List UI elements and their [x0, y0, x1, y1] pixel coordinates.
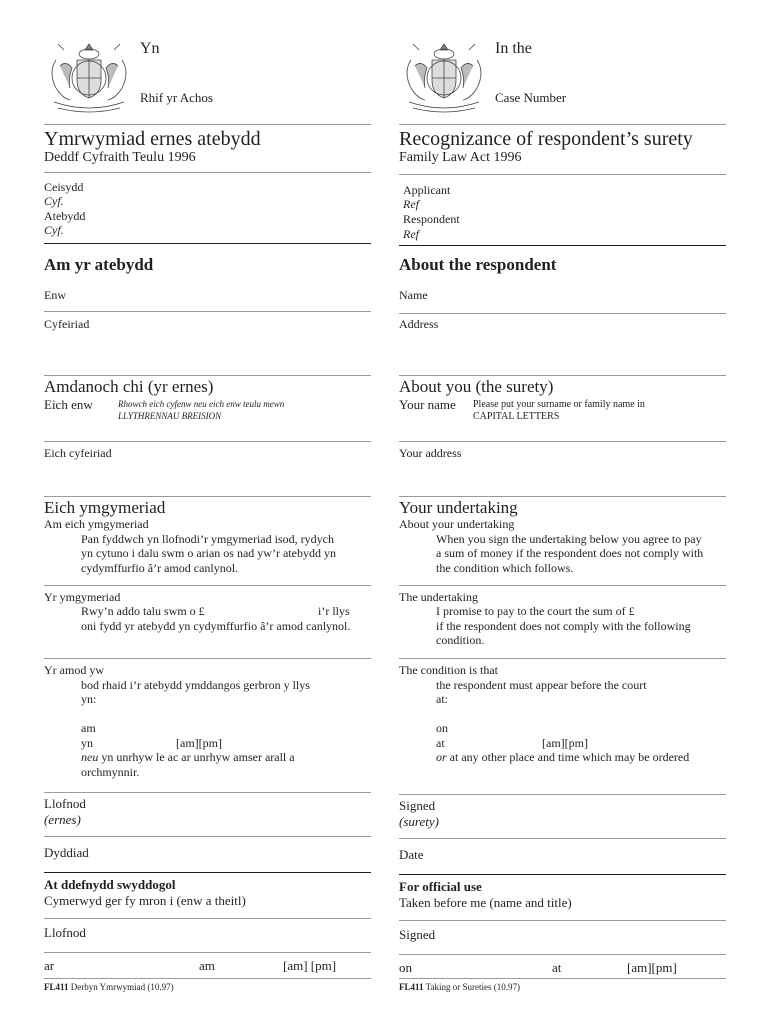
undertaking-text-en: When you sign the undertaking below you agree to pay [436, 532, 702, 546]
divider [44, 585, 371, 586]
official-at-en: at [552, 960, 562, 975]
case-number-label-en: Case Number [495, 90, 567, 105]
surety-name-hint-en: CAPITAL LETTERS [473, 411, 560, 422]
undertaking-about-en: About your undertaking [399, 517, 515, 531]
royal-coat-of-arms-icon [399, 40, 489, 116]
condition-or-text-cy: orchmynnir. [81, 765, 140, 779]
condition-text-cy: yn: [81, 692, 97, 706]
surety-name-hint-cy: LLYTHRENNAU BREISION [118, 411, 222, 421]
divider [399, 794, 726, 795]
condition-text-en: at: [436, 692, 448, 706]
condition-on-en: on [436, 721, 448, 735]
divider [399, 920, 726, 921]
divider [44, 918, 371, 919]
divider [399, 174, 726, 175]
official-on-en: on [399, 960, 412, 975]
divider [44, 441, 371, 442]
the-undertaking-text-cy: Rwy’n addo talu swm o £ [81, 604, 205, 618]
applicant-label-en: Applicant [403, 183, 451, 197]
condition-ampm-cy: [am][pm] [176, 736, 222, 750]
form-title-en: Recognizance of respondent’s surety [399, 128, 693, 150]
surety-role-cy: (ernes) [44, 812, 81, 827]
divider [399, 441, 726, 442]
respondent-address-label-cy: Cyfeiriad [44, 317, 90, 331]
undertaking-heading-cy: Eich ymgymeriad [44, 498, 166, 517]
respondent-name-label-cy: Enw [44, 288, 66, 302]
respondent-label-en: Respondent [403, 212, 460, 226]
court-label-cy: Yn [140, 40, 160, 57]
respondent-address-label-en: Address [399, 317, 439, 331]
condition-label-en: The condition is that [399, 663, 498, 677]
divider [44, 124, 371, 125]
undertaking-heading-en: Your undertaking [399, 498, 518, 517]
case-number-label-cy: Rhif yr Achos [140, 90, 213, 105]
the-undertaking-label-en: The undertaking [399, 590, 478, 604]
undertaking-text-cy: Pan fyddwch yn llofnodi’r ymgymeriad isod, rydych [81, 532, 334, 546]
respondent-heading-cy: Am yr atebydd [44, 255, 154, 274]
taken-before-en: Taken before me (name and title) [399, 895, 572, 910]
divider [44, 792, 371, 793]
condition-or-cy: neu [81, 750, 99, 764]
divider [399, 245, 726, 246]
the-undertaking-label-cy: Yr ymgymeriad [44, 590, 121, 604]
official-signed-cy: Llofnod [44, 925, 86, 940]
divider [44, 243, 371, 244]
divider [399, 838, 726, 839]
surety-name-hint-cy: Rhowch eich cyfenw neu eich enw teulu mewn [118, 399, 285, 409]
taken-before-cy: Cymerwyd ger fy mron i (enw a theitl) [44, 893, 246, 908]
divider [399, 375, 726, 376]
the-undertaking-text-cy: i’r llys [318, 604, 350, 618]
form-name-cy: Derbyn Ymrwymiad (10.97) [70, 982, 174, 992]
surety-address-label-cy: Eich cyfeiriad [44, 446, 112, 460]
divider [44, 658, 371, 659]
signed-label-cy: Llofnod [44, 796, 86, 811]
divider [44, 311, 371, 312]
surety-heading-en: About you (the surety) [399, 377, 554, 396]
condition-on-cy: am [81, 721, 96, 735]
divider [44, 978, 371, 979]
the-undertaking-text-cy: oni fydd yr atebydd yn cydymffurfio â’r amod canlynol. [81, 619, 351, 633]
act-cy: Deddf Cyfraith Teulu 1996 [44, 150, 196, 165]
divider [399, 978, 726, 979]
divider [399, 874, 726, 875]
condition-or-text-en: at any other place and time which may be ordered [449, 750, 690, 764]
ref-label-en: Ref [403, 227, 419, 241]
divider [399, 124, 726, 125]
undertaking-about-cy: Am eich ymgymeriad [44, 517, 149, 531]
surety-heading-cy: Amdanoch chi (yr ernes) [44, 377, 214, 396]
condition-at-cy: yn [81, 736, 93, 750]
royal-coat-of-arms-icon [44, 40, 134, 116]
condition-or-en: or [436, 750, 447, 764]
condition-ampm-en: [am][pm] [542, 736, 588, 750]
form-code-en: FL411 [399, 982, 424, 992]
divider [44, 952, 371, 953]
divider [44, 836, 371, 837]
form-code-cy: FL411 [44, 982, 69, 992]
official-heading-en: For official use [399, 879, 482, 894]
divider [399, 585, 726, 586]
divider [44, 172, 371, 173]
official-ampm-cy: [am] [pm] [283, 958, 337, 973]
respondent-label-cy: Atebydd [44, 209, 86, 223]
ref-label-cy: Cyf. [44, 223, 64, 237]
ref-label-cy: Cyf. [44, 194, 64, 208]
official-signed-en: Signed [399, 927, 436, 942]
signed-label-en: Signed [399, 798, 436, 813]
condition-text-cy: bod rhaid i’r atebydd ymddangos gerbron y llys [81, 678, 310, 692]
date-label-en: Date [399, 847, 424, 862]
divider [399, 658, 726, 659]
divider [399, 954, 726, 955]
divider [44, 496, 371, 497]
condition-label-cy: Yr amod yw [44, 663, 104, 677]
condition-or-text-cy: yn unrhyw le ac ar unrhyw amser arall a [101, 750, 295, 764]
date-label-cy: Dyddiad [44, 845, 89, 860]
undertaking-text-cy: cydymffurfio â’r amod canlynol. [81, 561, 239, 575]
ref-label-en: Ref [403, 197, 419, 211]
surety-address-label-en: Your address [399, 446, 462, 460]
surety-name-hint-en: Please put your surname or family name in [473, 399, 645, 410]
official-on-cy: ar [44, 958, 55, 973]
undertaking-text-en: a sum of money if the respondent does not comply with [436, 546, 704, 560]
court-label-en: In the [495, 40, 532, 57]
the-undertaking-text-en: condition. [436, 633, 485, 647]
official-ampm-en: [am][pm] [627, 960, 677, 975]
applicant-label-cy: Ceisydd [44, 180, 84, 194]
surety-name-label-en: Your name [399, 397, 456, 412]
condition-text-en: the respondent must appear before the court [436, 678, 647, 692]
condition-at-en: at [436, 736, 445, 750]
surety-name-label-cy: Eich enw [44, 397, 93, 412]
the-undertaking-text-en: if the respondent does not comply with the following [436, 619, 691, 633]
form-name-en: Taking or Sureties (10.97) [425, 982, 520, 992]
divider [399, 496, 726, 497]
divider [399, 313, 726, 314]
form-title-cy: Ymrwymiad ernes atebydd [44, 128, 261, 150]
undertaking-text-cy: yn cytuno i dalu swm o arian os nad yw’r atebydd yn [81, 546, 336, 560]
respondent-name-label-en: Name [399, 288, 428, 302]
act-en: Family Law Act 1996 [399, 150, 522, 165]
divider [44, 872, 371, 873]
official-heading-cy: At ddefnydd swyddogol [44, 877, 176, 892]
the-undertaking-text-en: I promise to pay to the court the sum of £ [436, 604, 635, 618]
undertaking-text-en: the condition which follows. [436, 561, 574, 575]
respondent-heading-en: About the respondent [399, 255, 557, 274]
surety-role-en: (surety) [399, 814, 439, 829]
official-at-cy: am [199, 958, 215, 973]
divider [44, 375, 371, 376]
